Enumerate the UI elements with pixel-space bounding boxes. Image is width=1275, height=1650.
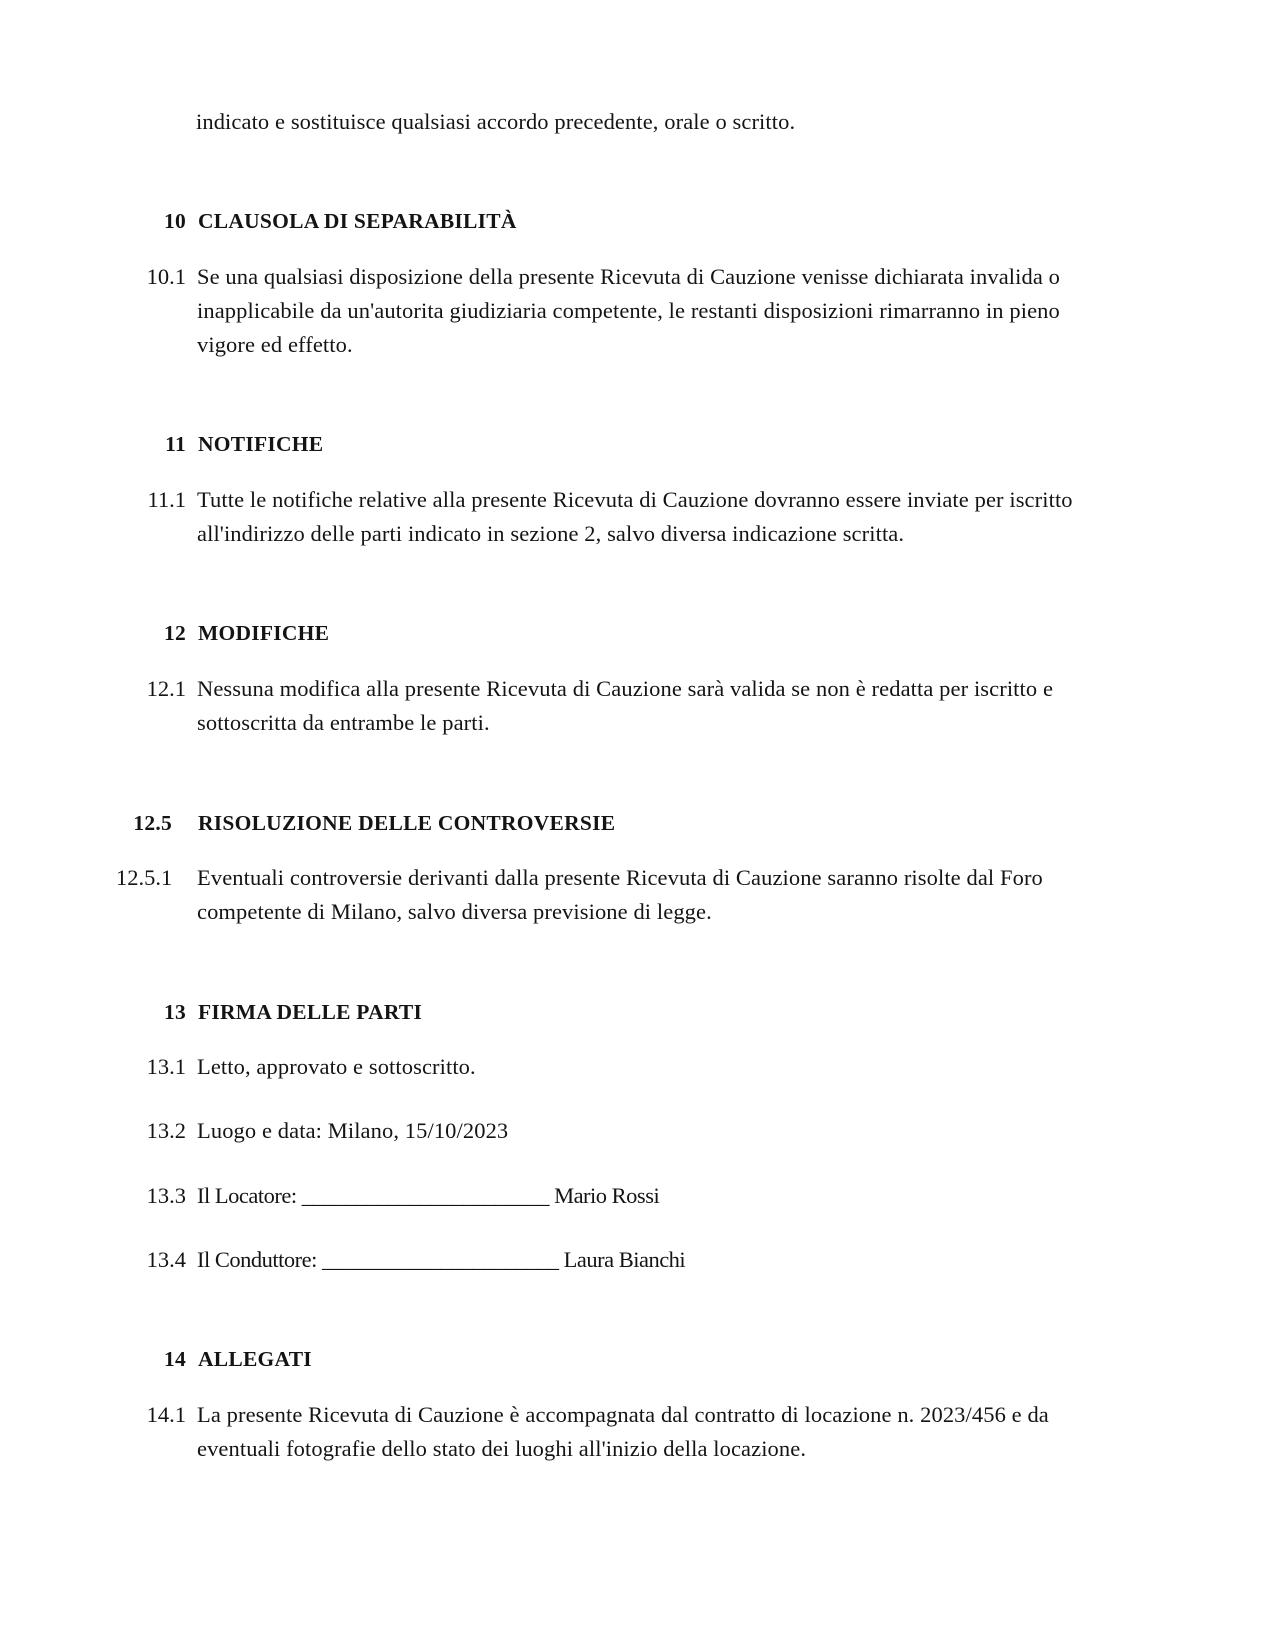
section-heading-10 — [130, 205, 1080, 238]
clause-text-11-1: Tutte le notifiche relative alla presente Ricevuta di Cauzione dovranno essere inviate per iscritto all'indirizzo delle parti indicato in sezione 2, salvo diversa indicazione scritta. — [197, 487, 1073, 547]
section-number-12-5: 12.5 — [133, 810, 172, 835]
section-number-12: 12 — [164, 621, 186, 646]
spacer — [130, 839, 1080, 861]
spacer — [130, 1149, 1080, 1179]
spacer — [130, 238, 1080, 260]
document-body — [116, 105, 1080, 1466]
clause-13-4 — [130, 1243, 1080, 1277]
clause-12-5-1 — [116, 861, 1080, 929]
section-heading-11 — [130, 428, 1080, 461]
clause-text-12-1: Nessuna modifica alla presente Ricevuta di Cauzione sarà valida se non è redatta per iscritto e sottoscritta da entrambe le parti. — [197, 676, 1054, 736]
clause-text-12-5-1: Eventuali controversie derivanti dalla presente Ricevuta di Cauzione saranno risolte dal Foro competente di Milano, salvo diversa previsione di legge. — [197, 865, 1043, 925]
clause-14-1 — [130, 1398, 1080, 1466]
spacer — [130, 1376, 1080, 1398]
clause-number-11-1: 11.1 — [147, 487, 186, 513]
section-number-10: 10 — [164, 209, 186, 234]
spacer — [130, 650, 1080, 672]
spacer — [130, 461, 1080, 483]
clause-number-13-1: 13.1 — [146, 1054, 186, 1080]
spacer — [130, 1213, 1080, 1243]
section-title-13: FIRMA DELLE PARTI — [198, 999, 423, 1024]
spacer — [130, 1084, 1080, 1114]
spacer — [130, 139, 1080, 205]
section-title-10: CLAUSOLA DI SEPARABILITÀ — [198, 209, 517, 234]
section-heading-13 — [130, 996, 1080, 1029]
clause-text-13-2: Luogo e data: Milano, 15/10/2023 — [197, 1118, 509, 1144]
clause-number-13-3: 13.3 — [146, 1182, 186, 1208]
clause-12-1 — [130, 672, 1080, 740]
clause-text-14-1: La presente Ricevuta di Cauzione è accompagnata dal contratto di locazione n. 2023/456 e da eventuali fotografie dello stato dei luoghi all'inizio della locazione. — [197, 1401, 1049, 1461]
clause-text-13-1: Letto, approvato e sottoscritto. — [197, 1054, 476, 1080]
section-heading-12-5 — [130, 807, 1080, 840]
section-number-13: 13 — [164, 999, 186, 1024]
spacer — [130, 362, 1080, 428]
section-title-12: MODIFICHE — [198, 621, 330, 646]
signature-line-conduttore: Il Conduttore: ______________________ Laura Bianchi — [197, 1246, 686, 1272]
section-number-11: 11 — [165, 432, 186, 457]
clause-11-1 — [130, 483, 1080, 551]
clause-number-13-2: 13.2 — [146, 1118, 186, 1144]
section-title-12-5: RISOLUZIONE DELLE CONTROVERSIE — [198, 810, 616, 835]
clause-text-10-1: Se una qualsiasi disposizione della presente Ricevuta di Cauzione venisse dichiarata invalida o inapplicabile da un'autorita giudiziaria competente, le restanti disposizioni rimarranno in pieno vigore ed effetto. — [197, 263, 1060, 358]
clause-13-3 — [130, 1179, 1080, 1213]
spacer — [130, 551, 1080, 617]
section-number-14: 14 — [164, 1346, 186, 1371]
spacer — [130, 741, 1080, 807]
intro-continuation-paragraph: indicato e sostituisce qualsiasi accordo precedente, orale o scritto. — [196, 109, 796, 134]
section-heading-12 — [130, 617, 1080, 650]
clause-13-2 — [130, 1114, 1080, 1148]
spacer — [130, 1028, 1080, 1050]
clause-10-1 — [130, 260, 1080, 363]
section-heading-14 — [130, 1343, 1080, 1376]
signature-line-locatore: Il Locatore: _______________________ Mario Rossi — [197, 1182, 660, 1208]
spacer — [130, 930, 1080, 996]
section-title-11: NOTIFICHE — [198, 432, 324, 457]
spacer — [130, 1277, 1080, 1343]
clause-number-12-1: 12.1 — [146, 676, 186, 702]
clause-number-12-5-1: 12.5.1 — [116, 865, 173, 891]
section-title-14: ALLEGATI — [198, 1346, 312, 1371]
clause-number-13-4: 13.4 — [146, 1246, 186, 1272]
clause-number-14-1: 14.1 — [146, 1401, 186, 1427]
clause-number-10-1: 10.1 — [146, 263, 186, 289]
clause-13-1 — [130, 1050, 1080, 1084]
